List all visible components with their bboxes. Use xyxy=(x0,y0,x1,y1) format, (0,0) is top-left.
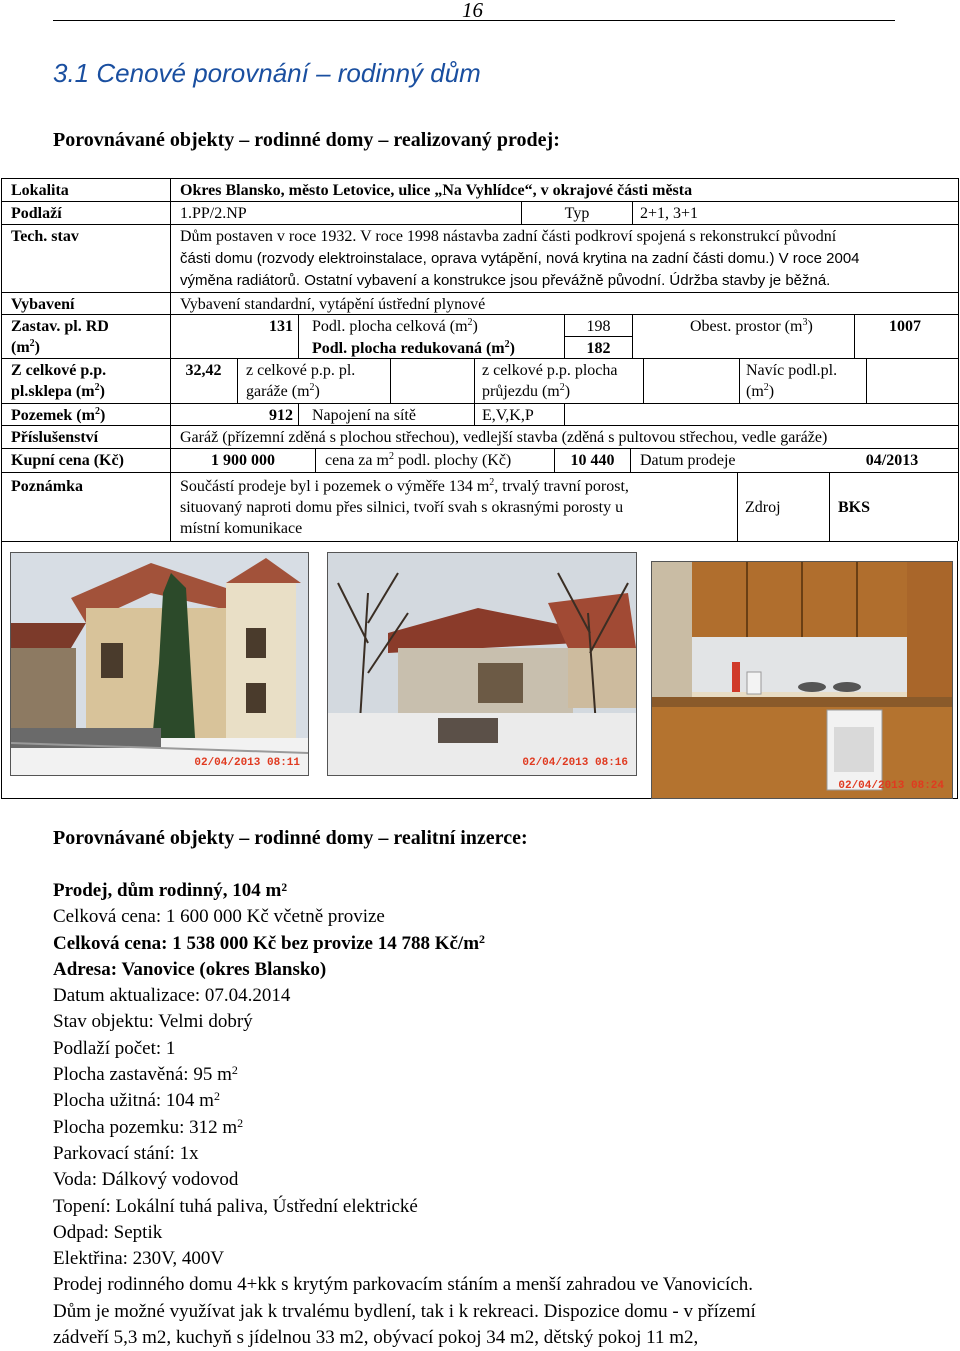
label-podl-redukovana: Podl. plocha redukovaná $(m^2)$ xyxy=(312,339,515,357)
listing-title: Prodej, dům rodinný, 104 m² xyxy=(53,880,288,901)
label-garaze-1: z celkové p.p. pl. xyxy=(246,362,356,379)
listing-description-1: Prodej rodinného domu 4+kk s krytým parkovacím stáním a menší zahradou ve Vanovicích. xyxy=(53,1274,754,1296)
value-napojeni: E,V,K,P xyxy=(482,407,534,424)
listing-condition: Stav objektu: Velmi dobrý xyxy=(53,1011,253,1033)
listing-electricity: Elektřina: 230V, 400V xyxy=(53,1248,225,1270)
label-datum-prodeje: Datum prodeje xyxy=(640,452,736,469)
listing-built-area: Plocha zastavěná: 95 $m^2$ xyxy=(53,1063,238,1086)
listing-price-incl: Celková cena: 1 600 000 Kč včetně provize xyxy=(53,906,385,928)
poznamka-line-2: situovaný naproti domu přes silnici, tvoří svah s okrasnými porosty u xyxy=(180,499,624,516)
label-podl-celkova: Podl. plocha celková $(m^2)$ xyxy=(312,317,478,335)
value-obest-prostor: 1007 xyxy=(889,318,921,335)
tech-stav-line-2: části domu (rozvody elektroinstalace, oprava vytápění, nová krytina na zadní části domu.) V roce 2004 xyxy=(180,250,860,267)
value-vybaveni: Vybavení standardní, vytápění ústřední plynové xyxy=(180,296,486,313)
house-exterior-photo xyxy=(10,552,309,776)
photo-1-timestamp: 02/04/2013 08:11 xyxy=(194,757,300,769)
label-z-celkove-1: Z celkové p.p. xyxy=(11,362,107,379)
label-kupni-cena: Kupní cena (Kč) xyxy=(11,452,124,469)
value-prislusenstvi: Garáž (přízemní zděná s plochou střechou), vedlejší stavba (zděná s pultovou střechou, vedle garáže) xyxy=(180,429,828,446)
label-poznamka: Poznámka xyxy=(11,478,83,495)
label-pruj-1: z celkové p.p. plocha xyxy=(482,362,618,379)
poznamka-line-3: místní komunikace xyxy=(180,520,303,537)
listing-parking: Parkovací stání: 1x xyxy=(53,1142,199,1164)
page-number: 16 xyxy=(462,0,483,22)
kitchen-photo xyxy=(651,561,953,799)
value-zastav: 131 xyxy=(269,318,293,335)
value-cena-m2: 10 440 xyxy=(570,452,615,469)
label-cena-m2: cena za $m^2$ podl. plochy (Kč) xyxy=(325,451,512,469)
label-lokalita: Lokalita xyxy=(11,182,69,199)
label-pozemek: Pozemek $(m^2)$ xyxy=(11,406,106,424)
value-podl-celkova: 198 xyxy=(586,318,611,335)
value-podlazi: 1.PP/2.NP xyxy=(180,205,247,222)
label-navic-2: $(m^2)$ xyxy=(746,382,775,400)
label-navic-1: Navíc podl.pl. xyxy=(746,362,838,379)
value-pozemek: 912 xyxy=(269,407,293,424)
label-tech-stav: Tech. stav xyxy=(11,228,79,245)
label-zdroj: Zdroj xyxy=(745,499,781,516)
heading-real-estate-ads: Porovnávané objekty – rodinné domy – realitní inzerce: xyxy=(53,827,528,849)
poznamka-line-1: Součástí prodeje byl i pozemek o výměře 134 $m^2$, trvalý travní porost, xyxy=(180,477,629,495)
tech-stav-line-3: výměna radiátorů. Ostatní vybavení a konstrukce jsou převážně původní. Údržba stavby je běžná. xyxy=(180,272,831,289)
label-garaze-2: garáže $(m^2)$ xyxy=(246,382,320,400)
photo-3-timestamp: 02/04/2013 08:24 xyxy=(838,780,944,792)
tech-stav-line-1: Dům postaven v roce 1932. V roce 1998 nástavba zadní části podkroví spojená s rekonstrukcí původní xyxy=(180,228,837,245)
listing-description-3: zádveří 5,3 m2, kuchyň s jídelnou 33 m2, obývací pokoj 34 m2, dětský pokoj 11 m2, xyxy=(53,1327,699,1349)
label-zastav-1: Zastav. pl. RD xyxy=(11,318,109,335)
section-title: 3.1 Cenové porovnání – rodinný dům xyxy=(53,58,481,88)
value-kupni-cena: 1 900 000 xyxy=(211,452,275,469)
listing-price-excl: Celková cena: 1 538 000 Kč bez provize 14 788 $Kč/m^2$ xyxy=(53,931,486,954)
yard-photo xyxy=(327,552,637,776)
value-typ: 2+1, 3+1 xyxy=(640,205,699,222)
listing-updated: Datum aktualizace: 07.04.2014 xyxy=(53,985,291,1007)
listing-description-2: Dům je možné využívat jak k trvalému bydlení, tak i k rekreaci. Dispozice domu - v přízemí xyxy=(53,1300,756,1322)
value-z-celkove: 32,42 xyxy=(185,362,222,379)
label-prislusenstvi: Příslušenství xyxy=(11,429,99,446)
listing-address: Adresa: Vanovice (okres Blansko) xyxy=(53,958,327,980)
label-zastav-2: $(m^2)$ xyxy=(11,338,40,356)
value-podl-redukovana: 182 xyxy=(586,340,611,357)
label-obest-prostor: Obest. prostor $(m^3)$ xyxy=(690,317,813,335)
listing-usable-area: Plocha užitná: 104 $m^2$ xyxy=(53,1089,220,1112)
label-podlazi: Podlaží xyxy=(11,205,62,222)
label-vybaveni: Vybavení xyxy=(11,296,75,313)
listing-block xyxy=(53,878,756,1351)
listing-land-area: Plocha pozemku: 312 $m^2$ xyxy=(53,1115,244,1138)
photo-2-timestamp: 02/04/2013 08:16 xyxy=(522,757,628,769)
header-rule xyxy=(53,20,895,21)
listing-heating: Topení: Lokální tuhá paliva, Ústřední elektrické xyxy=(53,1195,418,1217)
value-lokalita: Okres Blansko, město Letovice, ulice „Na Vyhlídce“, v okrajové části města xyxy=(180,182,693,199)
label-z-celkove-2: pl.sklepa $(m^2)$ xyxy=(11,382,105,400)
label-napojeni: Napojení na sítě xyxy=(312,407,416,424)
value-datum-prodeje: 04/2013 xyxy=(865,452,919,469)
heading-realized-sale: Porovnávané objekty – rodinné domy – realizovaný prodej: xyxy=(53,129,560,151)
label-typ: Typ xyxy=(564,205,590,222)
listing-waste: Odpad: Septik xyxy=(53,1221,163,1243)
listing-water: Voda: Dálkový vodovod xyxy=(53,1169,239,1191)
listing-floors: Podlaží počet: 1 xyxy=(53,1037,176,1059)
value-zdroj: BKS xyxy=(838,499,871,516)
label-pruj-2: průjezdu $(m^2)$ xyxy=(482,382,571,400)
